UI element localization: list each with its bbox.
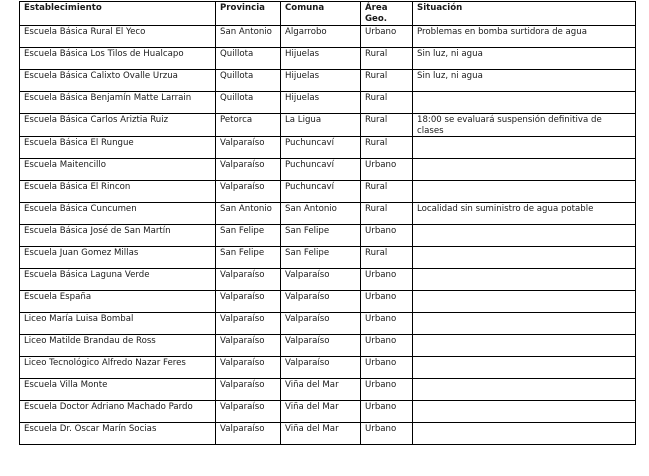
comuna-cell: Valparaíso — [281, 291, 361, 313]
provincia-cell: Quillota — [216, 92, 281, 114]
situacion-cell — [413, 225, 636, 247]
situacion-cell — [413, 137, 636, 159]
table-row — [20, 181, 636, 203]
provincia-cell: Valparaíso — [216, 313, 281, 335]
column-header-establecimiento: Establecimiento — [20, 2, 216, 26]
provincia-cell: San Felipe — [216, 225, 281, 247]
comuna-cell: Puchuncaví — [281, 181, 361, 203]
table-row — [20, 357, 636, 379]
column-header-provincia: Provincia — [216, 2, 281, 26]
area-geo-cell: Rural — [361, 92, 413, 114]
table-row — [20, 313, 636, 335]
table-row — [20, 401, 636, 423]
situacion-cell — [413, 313, 636, 335]
establecimiento-cell: Escuela Básica Rural El Yeco — [20, 26, 216, 48]
schools-status-table — [19, 1, 636, 445]
situacion-cell — [413, 291, 636, 313]
establecimiento-cell: Escuela Básica Carlos Ariztia Ruiz — [20, 114, 216, 137]
establecimiento-cell: Escuela Maitencillo — [20, 159, 216, 181]
provincia-cell: Quillota — [216, 70, 281, 92]
comuna-cell: San Felipe — [281, 247, 361, 269]
establecimiento-cell: Escuela Básica Laguna Verde — [20, 269, 216, 291]
table-body — [20, 26, 636, 445]
area-geo-cell: Urbano — [361, 423, 413, 445]
situacion-cell — [413, 379, 636, 401]
comuna-cell: La Ligua — [281, 114, 361, 137]
establecimiento-cell: Liceo María Luisa Bombal — [20, 313, 216, 335]
provincia-cell: Valparaíso — [216, 137, 281, 159]
area-geo-cell: Urbano — [361, 401, 413, 423]
comuna-cell: Viña del Mar — [281, 379, 361, 401]
situacion-cell — [413, 401, 636, 423]
situacion-cell: Problemas en bomba surtidora de agua — [413, 26, 636, 48]
provincia-cell: Valparaíso — [216, 291, 281, 313]
area-geo-cell: Rural — [361, 70, 413, 92]
column-header-situacion: Situación — [413, 2, 636, 26]
establecimiento-cell: Escuela Básica El Rincon — [20, 181, 216, 203]
comuna-cell: San Felipe — [281, 225, 361, 247]
situacion-cell — [413, 92, 636, 114]
comuna-cell: Hijuelas — [281, 70, 361, 92]
table-row — [20, 159, 636, 181]
comuna-cell: Viña del Mar — [281, 401, 361, 423]
table-row — [20, 70, 636, 92]
situacion-cell: Sin luz, ni agua — [413, 48, 636, 70]
comuna-cell: Hijuelas — [281, 92, 361, 114]
comuna-cell: Algarrobo — [281, 26, 361, 48]
column-header-area-geo: Área Geo. — [361, 2, 413, 26]
situacion-cell — [413, 247, 636, 269]
table-row — [20, 423, 636, 445]
establecimiento-cell: Escuela Juan Gomez Millas — [20, 247, 216, 269]
area-geo-cell: Rural — [361, 247, 413, 269]
table-row — [20, 269, 636, 291]
provincia-cell: San Felipe — [216, 247, 281, 269]
establecimiento-cell: Escuela Doctor Adriano Machado Pardo — [20, 401, 216, 423]
comuna-cell: Puchuncaví — [281, 137, 361, 159]
provincia-cell: Valparaíso — [216, 379, 281, 401]
establecimiento-cell: Liceo Matilde Brandau de Ross — [20, 335, 216, 357]
establecimiento-cell: Escuela Básica Benjamín Matte Larrain — [20, 92, 216, 114]
situacion-cell — [413, 159, 636, 181]
area-geo-cell: Rural — [361, 48, 413, 70]
provincia-cell: Valparaíso — [216, 181, 281, 203]
column-header-comuna: Comuna — [281, 2, 361, 26]
provincia-cell: Valparaíso — [216, 401, 281, 423]
provincia-cell: San Antonio — [216, 26, 281, 48]
schools-status-document — [19, 1, 635, 445]
establecimiento-cell: Escuela Villa Monte — [20, 379, 216, 401]
establecimiento-cell: Escuela Dr. Oscar Marín Socias — [20, 423, 216, 445]
provincia-cell: Valparaíso — [216, 269, 281, 291]
comuna-cell: Valparaíso — [281, 335, 361, 357]
area-geo-cell: Urbano — [361, 159, 413, 181]
area-geo-cell: Rural — [361, 203, 413, 225]
provincia-cell: Quillota — [216, 48, 281, 70]
area-geo-cell: Rural — [361, 114, 413, 137]
establecimiento-cell: Escuela Básica Los Tilos de Hualcapo — [20, 48, 216, 70]
table-header-row — [20, 2, 636, 26]
table-row — [20, 225, 636, 247]
area-geo-cell: Urbano — [361, 26, 413, 48]
area-geo-cell: Urbano — [361, 269, 413, 291]
establecimiento-cell: Escuela Básica Calixto Ovalle Urzua — [20, 70, 216, 92]
provincia-cell: Valparaíso — [216, 423, 281, 445]
situacion-cell: Localidad sin suministro de agua potable — [413, 203, 636, 225]
provincia-cell: San Antonio — [216, 203, 281, 225]
provincia-cell: Valparaíso — [216, 357, 281, 379]
situacion-cell — [413, 269, 636, 291]
establecimiento-cell: Liceo Tecnológico Alfredo Nazar Feres — [20, 357, 216, 379]
situacion-cell — [413, 423, 636, 445]
comuna-cell: Viña del Mar — [281, 423, 361, 445]
area-geo-cell: Urbano — [361, 379, 413, 401]
provincia-cell: Valparaíso — [216, 159, 281, 181]
comuna-cell: Valparaíso — [281, 269, 361, 291]
table-row — [20, 26, 636, 48]
area-geo-cell: Urbano — [361, 225, 413, 247]
establecimiento-cell: Escuela Básica El Rungue — [20, 137, 216, 159]
situacion-cell: 18:00 se evaluará suspensión definitiva de clases — [413, 114, 636, 137]
area-geo-cell: Urbano — [361, 291, 413, 313]
provincia-cell: Petorca — [216, 114, 281, 137]
comuna-cell: San Antonio — [281, 203, 361, 225]
area-geo-cell: Rural — [361, 137, 413, 159]
area-geo-cell: Urbano — [361, 357, 413, 379]
establecimiento-cell: Escuela Básica José de San Martín — [20, 225, 216, 247]
establecimiento-cell: Escuela España — [20, 291, 216, 313]
area-geo-cell: Rural — [361, 181, 413, 203]
table-row — [20, 137, 636, 159]
comuna-cell: Puchuncaví — [281, 159, 361, 181]
provincia-cell: Valparaíso — [216, 335, 281, 357]
table-row — [20, 48, 636, 70]
situacion-cell — [413, 335, 636, 357]
comuna-cell: Valparaíso — [281, 357, 361, 379]
table-row — [20, 247, 636, 269]
table-row — [20, 203, 636, 225]
table-row — [20, 291, 636, 313]
table-row — [20, 335, 636, 357]
table-row — [20, 379, 636, 401]
comuna-cell: Hijuelas — [281, 48, 361, 70]
situacion-cell — [413, 181, 636, 203]
table-row — [20, 92, 636, 114]
area-geo-cell: Urbano — [361, 313, 413, 335]
area-geo-cell: Urbano — [361, 335, 413, 357]
comuna-cell: Valparaíso — [281, 313, 361, 335]
situacion-cell: Sin luz, ni agua — [413, 70, 636, 92]
situacion-cell — [413, 357, 636, 379]
table-row — [20, 114, 636, 137]
establecimiento-cell: Escuela Básica Cuncumen — [20, 203, 216, 225]
